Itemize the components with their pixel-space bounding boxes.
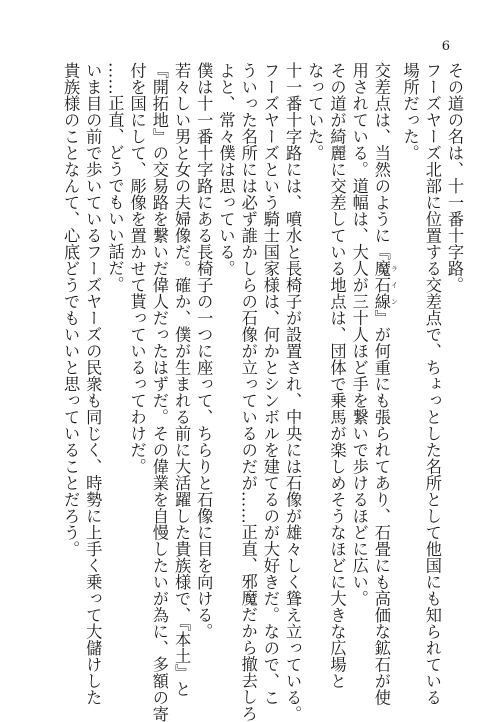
text-line: 『開拓地』の交易路を繋いだ偉人だったはずだ。その偉業を自慢したいが為に、多額の寄 <box>149 62 169 722</box>
text-line: 用されている。道幅は、大人が三十人ほど手を繋いで歩けるほどに広い。 <box>349 62 369 607</box>
text-line: 交差点は、当然のように『魔石線 ライン』が何重にも張られてあり、石畳にも高価な鉱石が使 <box>371 62 399 706</box>
ruby-reading: ライン <box>390 260 399 310</box>
text-line: なっていた。 <box>305 62 325 161</box>
text-line: 場所だった。 <box>400 62 420 161</box>
text-line: フーズヤーズ北部に位置する交差点で、ちょっとした名所として他国にも知られている <box>422 62 442 706</box>
text-line: 十一番十字路には、噴水と長椅子が設置され、中央には石像が雄々しく聳え立っている。 <box>283 62 303 722</box>
text-line: 若々しい男と女の夫婦像だ。確か、僕が生まれる前に大活躍した貴族様で、『本土』と <box>172 62 192 698</box>
ruby-word: 魔石線 ライン <box>371 260 399 310</box>
text-line: その道が綺麗に交差している地点は、団体で乗馬が楽しめそうなほどに大きな広場と <box>327 62 347 689</box>
text-line: その道の名は、十一番十字路。 <box>445 62 464 293</box>
text-line: フーズヤーズという騎士国家様は、何かとシンボルを建てるのが大好きだ。なので、こ <box>260 62 280 706</box>
text-line: 僕は十一番十字路にある長椅子の一つに座って、ちらりと石像に目を向ける。 <box>194 62 214 640</box>
page-number: 6 <box>441 39 450 54</box>
text-line: ……正直、どうでもいい話だ。 <box>105 62 125 293</box>
novel-text <box>35 62 465 722</box>
text-line: いま目の前で歩いているフーズヤーズの民衆も同じく、時勢に上手く乗って大儲けした <box>83 62 103 706</box>
text-line: 付を国にして、彫像を置かせて貰っているってわけだ。 <box>127 62 147 475</box>
text-line: 貴族様のことなんて、心底どうでもいいと思っていることだろう。 <box>61 62 81 557</box>
text-line: ういった名所には必ず誰かしらの石像が立っているのだが……正直、邪魔だから撤去しろ <box>238 62 258 722</box>
text-line: よと、常々僕は思っている。 <box>216 62 236 277</box>
